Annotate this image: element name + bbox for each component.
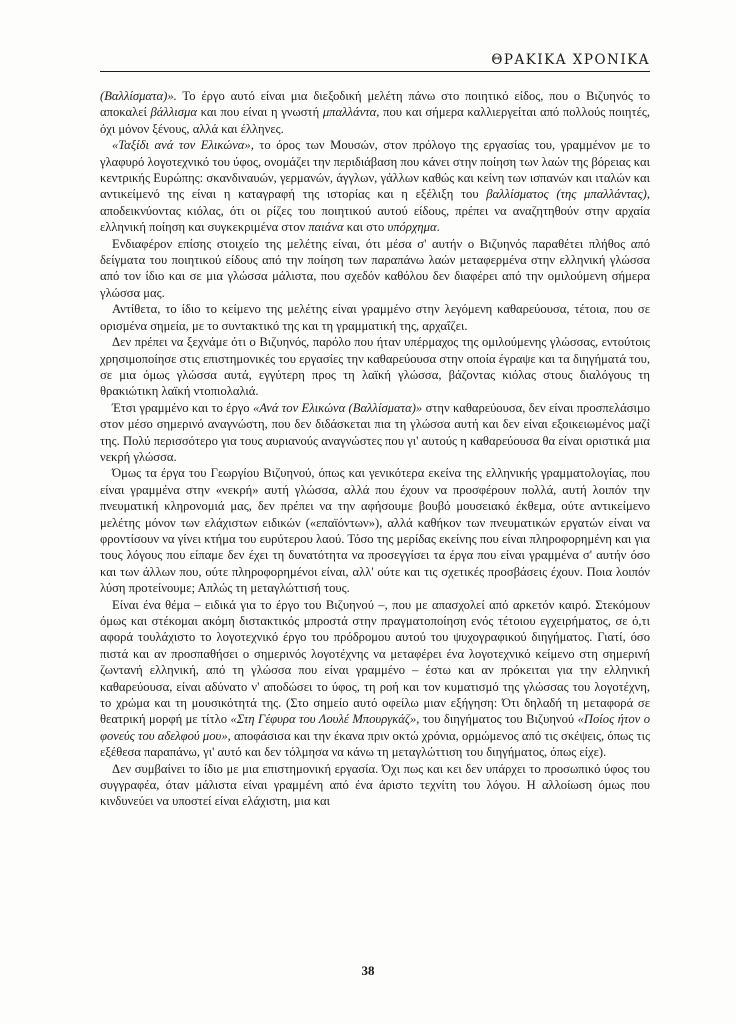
paragraph [100,88,650,137]
paragraph [100,400,650,466]
text-run: Είναι ένα θέμα – ειδικά για το έργο του Βιζυηνού –, που με απασχολεί από αρκετόν καιρό. Στεκόμουν όμως και στέκομαι ακόμη διστακτικός μπροστά στην πραγματοποίηση ενός τέτοιου εγχειρήματος, σε ό,τι αφορά τουλάχιστο το λογοτεχνικό έργο του πρόδρομου αυτού του ψυχογραφικού διηγήματος. Γιατί, όσο πιστά και αν προσπαθήσει ο σημερινός λογοτέχνης να μεταφέρει ένα λογοτεχνικό κείμενο στη σημερινή ζωντανή ελληνική, από τη γλώσσα που είναι γραμμένο – έστω και αν πρόκειται για την ελληνική καθαρεύουσα, είναι αδύνατο ν' αποδώσει το ύφος, τη ροή και τον κυματισμό της γλώσσας του λογοτέχνη, το χρώμα και τη μουσικότητά της. (Στο σημείο αυτό οφείλω μιαν εξήγηση: Ότι δηλαδή τη μεταφορά σε θεατρική μορφή με τίτλο [100,597,650,727]
text-run: και στο [343,220,388,235]
text-run: Αντίθετα, το ίδιο το κείμενο της μελέτης είναι γραμμένο στην λεγόμενη καθαρεύουσα, τέτοια, που σε ορισμένα σημεία, με το συντακτικό της και τη γραμματική της, αρχαΐζει. [100,302,650,333]
text-run: Το έργο αυτό είναι μια διεξοδική μελέτη πάνω στο ποιητικό είδος, που ο Βιζυηνός το αποκαλεί [100,89,650,120]
text-run: , αποδεικνύοντας κιόλας, ότι οι ρίζες του ποιητικού αυτού είδους, πρέπει να αναζητηθούν στην αρχαία ελληνική ποίηση και συγκεκριμένα στον [100,187,650,235]
paragraph [100,465,650,596]
page-number: 38 [361,963,375,978]
paragraph [100,236,650,302]
text-run: . [436,220,440,235]
text-run: Όμως τα έργα του Γεωργίου Βιζυηνού, όπως και γενικότερα εκείνα της ελληνικής γραμματολογίας, που είναι γραμμένα στην «νεκρή» αυτή γλώσσα, αλλά που έχουν να προσφέρουν πολλά, αυτή λοιπόν την πνευματική κληρονομιά μας, δεν πρέπει να την αφήσουμε βουβό μουσειακό έκθεμα, ούτε αντικείμενο μελέτης μόνον των ελάχιστων ειδικών («επαϊόντων»), αλλά καθήκον των πνευματικών εργατών είναι να φροντίσουν να γίνει κτήμα του ευρύτερου λαού. Τόσο της μερίδας εκείνης που είναι πληροφορημένη και για τους λόγους που είπαμε δεν έχει τη δυνατότητα να προσεγγίσει τα έργα που είναι γραμμένα σ' αυτήν όσο και των άλλων που, ούτε πληροφορημένοι είναι, αλλ' ούτε και τις σχετικές προσβάσεις έχουν. Ποια λοιπόν λύση προτείνουμε; Απλώς τη μεταγλώττισή τους. [100,466,650,596]
running-header: ΘΡΑΚΙΚΑ ΧΡΟΝΙΚΑ [491,52,650,68]
text-run: Έτσι γραμμένο και το έργο [112,400,253,415]
italic-run: (Βαλλίσματα)». [100,89,177,103]
text-run: , αποφάσισα και την έκανα πριν οκτώ χρόνια, ορμώμενος από τις σκέψεις, όπως τις εξέθεσα παραπάνω, γι' αυτό και δεν τόλμησα να κάνω τη μεταγλώττιση του διηγήματος, όπως είχε). [100,728,651,760]
italic-run: υπόρχημα [387,220,437,235]
text-run: , του διηγήματος του Βιζυηνού [416,712,578,727]
italic-run: παιάνα [308,220,344,235]
text-run: Ενδιαφέρον επίσης στοιχείο της μελέτης είναι, ότι μέσα σ' αυτήν ο Βιζυηνός παραθέτει πλήθος από δείγματα του ποιητικού είδους από την ποίηση των παραπάνω λαών μεταφερμένα στην ελληνική γλώσσα από τον ίδιο και σε μια γλώσσα μάλιστα, που σχεδόν καθόλου δεν διαφέρει από την ομιλούμενη σήμερα γλώσσα μας. [100,236,650,300]
italic-run: βαλλίσματος (της μπαλλάντας) [486,187,647,202]
italic-run: μπαλλάντα [322,105,377,120]
text-run: στην καθαρεύουσα, δεν είναι προσπελάσιμο στον μέσο σημερινό αναγνώστη, που δεν διδάσκεται πια τη γλώσσα αυτή και δεν είναι εξοικειωμένος μαζί της. Πολύ περισσότερο για τους αυριανούς αναγνώστες που γι' αυτούς η καθαρεύουσα θα είναι οριστικά μια νεκρή γλώσσα. [100,400,650,464]
paragraph [100,334,650,400]
text-run: Δεν πρέπει να ξεχνάμε ότι ο Βιζυηνός, παρόλο που ήταν υπέρμαχος της ομιλούμενης γλώσσας, εντούτοις χρησιμοποίησε στις επιστημονικές του εργασίες την καθαρεύουσα στην οποία έγραψε και τα διηγήματά του, σε μια όμως γλώσσα αυτά, εγγύτερη προς τη λαϊκή γλώσσα, βάζοντας κιόλας στους διαλόγους τη θρακιώτικη λαϊκή ντοπιολαλιά. [100,335,650,399]
text-run: , που και σήμερα καλλιεργείται από πολλούς ποιητές, όχι μόνον ξένους, αλλά και έλληνες. [100,105,650,136]
italic-run: «Ανά τον Ελικώνα (Βαλλίσματα)» [252,400,423,415]
italic-run: βάλλισμα [150,105,197,120]
paragraph [100,137,650,235]
paragraph [100,761,650,810]
italic-run: «Ποίος ήτον ο φονεύς του αδελφού μου» [100,712,650,743]
italic-run: «Ταξίδι ανά τον Ελικώνα» [112,138,251,153]
paragraph [100,597,650,761]
text-run: , το όρος των Μουσών, στον πρόλογο της εργασίας του, γραμμένον με το γλαφυρό λογοτεχνικό του ύφος, ονομάζει την περιδιάβαση που κάνει στην ποίηση των λαών της βόρειας και κεντρικής Ευρώπης: σκανδιναυών, γερμανών, άγγλων, γάλλων καθώς και κείνη των ισπανών και ιταλών και αντικείμενό της είναι η καταγραφή της ιστορίας και η εξέλιξη του [100,138,651,202]
text-run: και που είναι η γνωστή [196,105,323,120]
article-body [100,88,650,810]
text-run: Δεν συμβαίνει το ίδιο με μια επιστημονική εργασία. Όχι πως και κει δεν υπάρχει το προσωπικό ύφος του συγγραφέα, όταν μάλιστα είναι γραμμένη από ένα άριστο τεχνίτη του λόγου. Η αλλοίωση όμως που κινδυνεύει να υποστεί είναι ελάχιστη, μια και [100,761,650,809]
header-rule [100,71,650,72]
paragraph [100,301,650,334]
italic-run: «Στη Γέφυρα του Λουλέ Μπουργκάζ» [230,712,417,727]
